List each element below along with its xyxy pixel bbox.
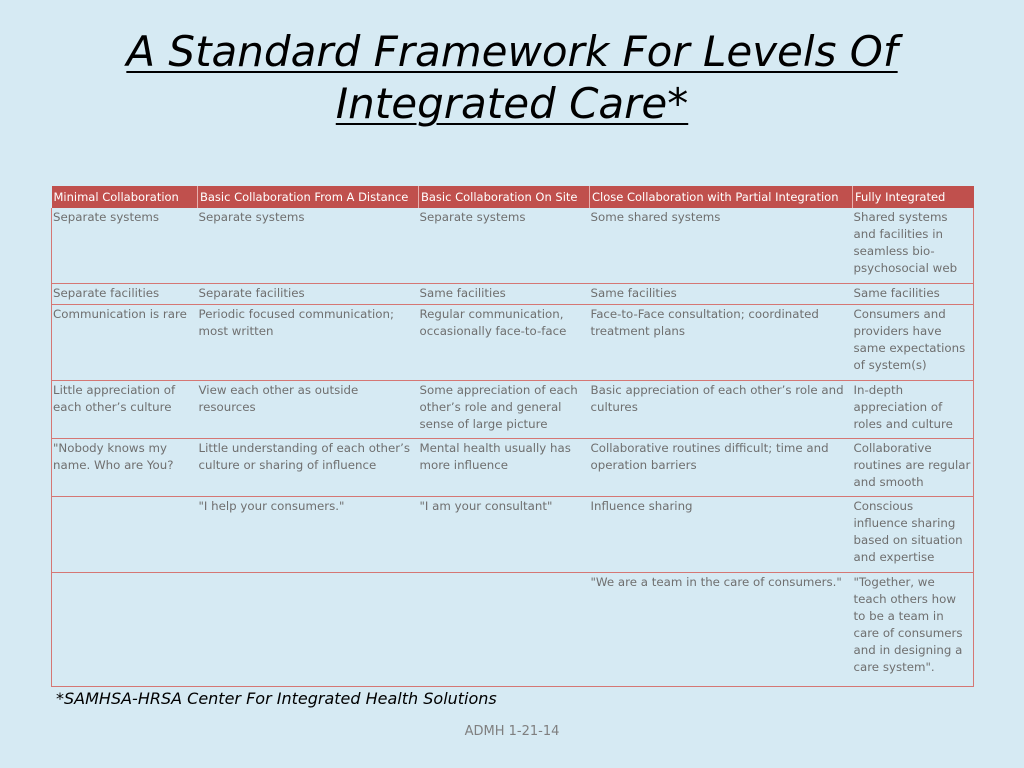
header-cell: Basic Collaboration From A Distance (198, 186, 419, 208)
header-cell: Close Collaboration with Partial Integration (590, 186, 853, 208)
table-cell: In-depth appreciation of roles and culture (853, 381, 974, 439)
table-cell: "Nobody knows my name. Who are You? (52, 439, 198, 497)
table-cell: "We are a team in the care of consumers." (590, 573, 853, 687)
table-cell: View each other as outside resources (198, 381, 419, 439)
table-cell: Separate facilities (52, 284, 198, 305)
table-cell: Collaborative routines difficult; time and operation barriers (590, 439, 853, 497)
table-cell: Consumers and providers have same expectations of system(s) (853, 305, 974, 381)
table-cell: Little appreciation of each other’s culture (52, 381, 198, 439)
slide-title (40, 26, 984, 130)
table-row (52, 305, 974, 381)
table-cell: Face-to-Face consultation; coordinated treatment plans (590, 305, 853, 381)
table-cell: "Together, we teach others how to be a team in care of consumers and in designing a care system". (853, 573, 974, 687)
table-row (52, 208, 974, 284)
table-row (52, 497, 974, 573)
table-cell: "I am your consultant" (419, 497, 590, 573)
table-cell: Communication is rare (52, 305, 198, 381)
table-cell: Same facilities (853, 284, 974, 305)
header-cell: Fully Integrated (853, 186, 974, 208)
table-cell: Some appreciation of each other’s role and general sense of large picture (419, 381, 590, 439)
table-cell: Shared systems and facilities in seamless bio-psychosocial web (853, 208, 974, 284)
header-row (52, 186, 974, 208)
table-cell (52, 497, 198, 573)
table-cell: Separate systems (198, 208, 419, 284)
table-cell: Conscious influence sharing based on situation and expertise (853, 497, 974, 573)
table-cell: Little understanding of each other’s culture or sharing of influence (198, 439, 419, 497)
slide-footer: ADMH 1-21-14 (464, 724, 560, 739)
table-cell: Same facilities (419, 284, 590, 305)
table-cell: Separate facilities (198, 284, 419, 305)
source-footnote: *SAMHSA-HRSA Center For Integrated Health Solutions (56, 689, 497, 708)
table-row (52, 381, 974, 439)
header-cell: Minimal Collaboration (52, 186, 198, 208)
table-cell: Separate systems (52, 208, 198, 284)
table-cell: "I help your consumers." (198, 497, 419, 573)
table-cell: Mental health usually has more influence (419, 439, 590, 497)
header-cell: Basic Collaboration On Site (419, 186, 590, 208)
slide-title-line2: Integrated Care* (335, 79, 689, 128)
table-cell: Same facilities (590, 284, 853, 305)
table-cell: Basic appreciation of each other’s role and cultures (590, 381, 853, 439)
table-cell (198, 573, 419, 687)
framework-table (51, 186, 974, 687)
table-row (52, 573, 974, 687)
table-cell (419, 573, 590, 687)
table-row (52, 439, 974, 497)
table-cell: Regular communication, occasionally face-to-face (419, 305, 590, 381)
slide-title-line1: A Standard Framework For Levels Of (126, 27, 898, 76)
table-cell: Separate systems (419, 208, 590, 284)
table-cell: Influence sharing (590, 497, 853, 573)
table-row (52, 284, 974, 305)
table-cell (52, 573, 198, 687)
table-cell: Periodic focused communication; most written (198, 305, 419, 381)
table-cell: Some shared systems (590, 208, 853, 284)
table-cell: Collaborative routines are regular and smooth (853, 439, 974, 497)
